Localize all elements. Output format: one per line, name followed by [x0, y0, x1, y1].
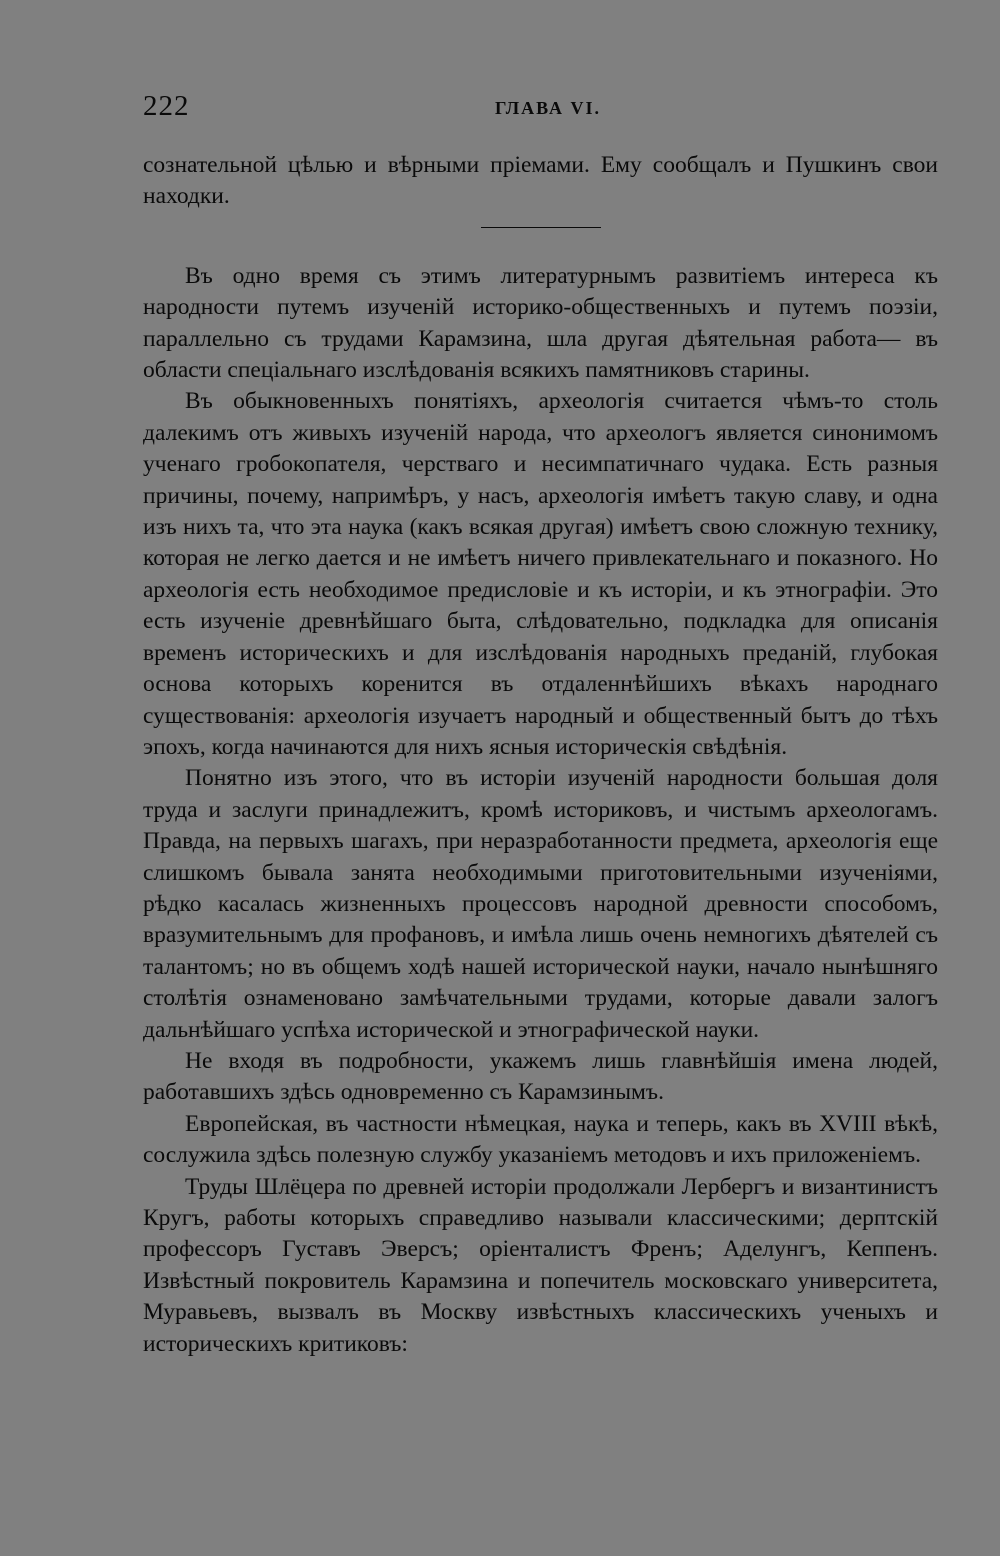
running-head: ГЛАВА VI.	[495, 98, 602, 118]
paragraph: сознательной цѣлью и вѣрными пріемами. Ему сообщалъ и Пушкинъ свои находки.	[143, 152, 938, 210]
paragraph: Труды Шлёцера по древней исторіи продолжали Лербергъ и византинистъ Кругъ, работы которыхъ справедливо называли классическими; дерптскій профессоръ Густавъ Эверсъ; оріенталистъ Френъ; Аделунгъ, Кеппенъ. Извѣстный покровитель Карамзина и попечитель московскаго университета, Муравьевъ, вызвалъ въ Москву извѣстныхъ классическихъ ученыхъ и историческихъ критиковъ:	[143, 1173, 938, 1357]
paragraph: Въ обыкновенныхъ понятіяхъ, археологія считается чѣмъ-то столь далекимъ отъ живыхъ изученій народа, что археологъ является синонимомъ ученаго гробокопателя, черстваго и несимпатичнаго чудака. Есть разныя причины, почему, напримѣръ, у насъ, археологія имѣетъ такую славу, и одна изъ нихъ та, что эта наука (какъ всякая другая) имѣетъ свою сложную технику, которая не легко дается и не имѣетъ ничего привлекательнаго и показного. Но археологія есть необходимое предисловіе и къ исторіи, и къ этнографіи. Это есть изученіе древнѣйшаго быта, слѣдовательно, подкладка для описанія временъ историческихъ и для изслѣдованія народныхъ преданій, глубокая основа которыхъ коренится въ отдаленнѣйшихъ вѣкахъ народнаго существованія: археологія изучаетъ народный и общественный бытъ до тѣхъ эпохъ, когда начинаются для нихъ ясныя историческія свѣдѣнія.	[143, 388, 938, 760]
page-header	[143, 90, 938, 130]
page-number: 222	[143, 90, 190, 122]
section-divider	[481, 227, 601, 228]
paragraph: Не входя въ подробности, укажемъ лишь главнѣйшія имена людей, работавшихъ здѣсь одновременно съ Карамзинымъ.	[143, 1047, 938, 1106]
paragraph: Въ одно время съ этимъ литературнымъ развитіемъ интереса къ народности путемъ изученій историко-общественныхъ и путемъ поэзіи, параллельно съ трудами Карамзина, шла другая дѣятельная работа— въ области спеціальнаго изслѣдованія всякихъ памятниковъ старины.	[143, 262, 938, 384]
body-text	[143, 150, 938, 1360]
paragraph: Понятно изъ этого, что въ исторіи изученій народности большая доля труда и заслуги принадлежитъ, кромѣ историковъ, и чистымъ археологамъ. Правда, на первыхъ шагахъ, при неразработанности предмета, археологія еще слишкомъ бывала занята необходимыми приготовительными изученіями, рѣдко касалась жизненныхъ процессовъ народной древности способомъ, вразумительнымъ для профановъ, и имѣла лишь очень немногихъ дѣятелей съ талантомъ; но въ общемъ ходѣ нашей исторической науки, начало нынѣшняго столѣтія ознаменовано замѣчательными трудами, которые давали залогъ дальнѣйшаго успѣха исторической и этнографической науки.	[143, 765, 938, 1043]
paragraph: Европейская, въ частности нѣмецкая, наука и теперь, какъ въ XVIII вѣкѣ, сослужила здѣсь полезную службу указаніемъ методовъ и ихъ приложеніемъ.	[143, 1110, 938, 1169]
